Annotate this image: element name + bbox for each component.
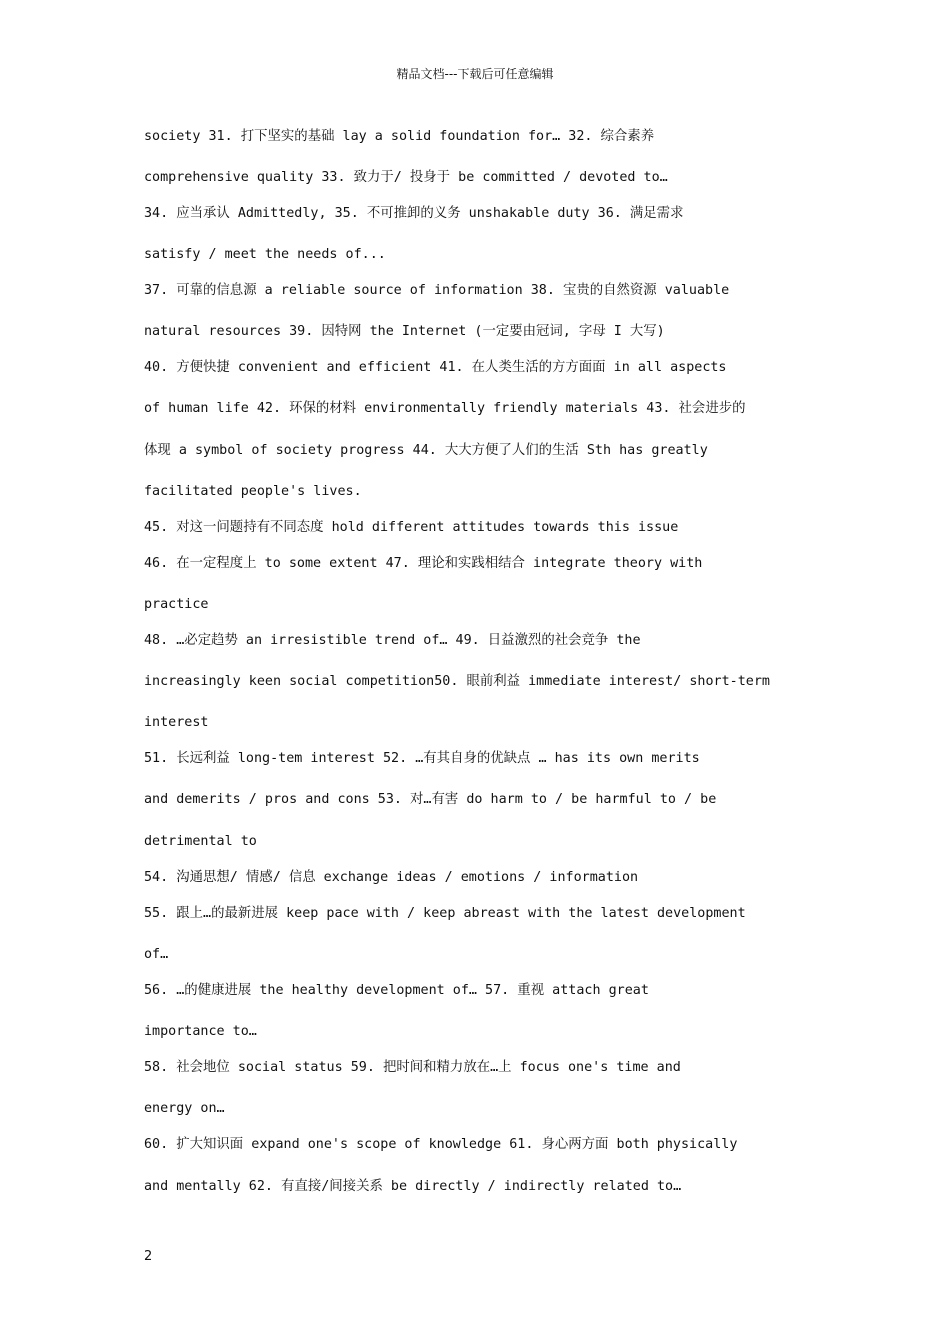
text-line: 40. 方便快捷 convenient and efficient 41. 在人类生活的方方面面 in all aspects <box>144 360 727 375</box>
text-line: 58. 社会地位 social status 59. 把时间和精力放在…上 focus one's time and <box>144 1060 681 1075</box>
text-line: of… <box>144 947 169 962</box>
text-line: and demerits / pros and cons 53. 对…有害 do harm to / be harmful to / be <box>144 792 717 807</box>
text-line: energy on… <box>144 1101 225 1116</box>
text-line: 37. 可靠的信息源 a reliable source of information 38. 宝贵的自然资源 valuable <box>144 283 730 298</box>
text-line: increasingly keen social competition50. 眼前利益 immediate interest/ short-term <box>144 674 770 689</box>
text-line: 体现 a symbol of society progress 44. 大大方便了人们的生活 Sth has greatly <box>144 443 708 458</box>
text-line: 48. …必定趋势 an irresistible trend of… 49. 日益激烈的社会竞争 the <box>144 633 641 648</box>
text-line: satisfy / meet the needs of... <box>144 247 386 262</box>
text-line: practice <box>144 597 209 612</box>
text-line: importance to… <box>144 1024 257 1039</box>
text-line: 56. …的健康进展 the healthy development of… 57. 重视 attach great <box>144 983 649 998</box>
text-line: of human life 42. 环保的材料 environmentally friendly materials 43. 社会进步的 <box>144 401 746 416</box>
text-line: facilitated people's lives. <box>144 484 362 499</box>
text-line: interest <box>144 715 209 730</box>
text-line: society 31. 打下坚实的基础 lay a solid foundation for… 32. 综合素养 <box>144 129 655 144</box>
text-line: detrimental to <box>144 834 257 849</box>
text-line: 60. 扩大知识面 expand one's scope of knowledge 61. 身心两方面 both physically <box>144 1137 738 1152</box>
text-line: 51. 长远利益 long-tem interest 52. …有其自身的优缺点 … has its own merits <box>144 751 700 766</box>
text-line: comprehensive quality 33. 致力于/ 投身于 be committed / devoted to… <box>144 170 668 185</box>
text-line: 46. 在一定程度上 to some extent 47. 理论和实践相结合 integrate theory with <box>144 556 703 571</box>
text-line: 54. 沟通思想/ 情感/ 信息 exchange ideas / emotions / information <box>144 870 639 885</box>
text-line: 45. 对这一问题持有不同态度 hold different attitudes towards this issue <box>144 520 679 535</box>
text-line: 34. 应当承认 Admittedly, 35. 不可推卸的义务 unshakable duty 36. 满足需求 <box>144 206 684 221</box>
text-line: 55. 跟上…的最新进展 keep pace with / keep abreast with the latest development <box>144 906 746 921</box>
text-line: natural resources 39. 因特网 the Internet (一定要由冠词, 字母 I 大写) <box>144 324 665 339</box>
text-line: and mentally 62. 有直接/间接关系 be directly / indirectly related to… <box>144 1179 682 1194</box>
page-number: 2 <box>144 1249 153 1264</box>
page-header: 精品文档---下载后可任意编辑 <box>396 67 554 81</box>
